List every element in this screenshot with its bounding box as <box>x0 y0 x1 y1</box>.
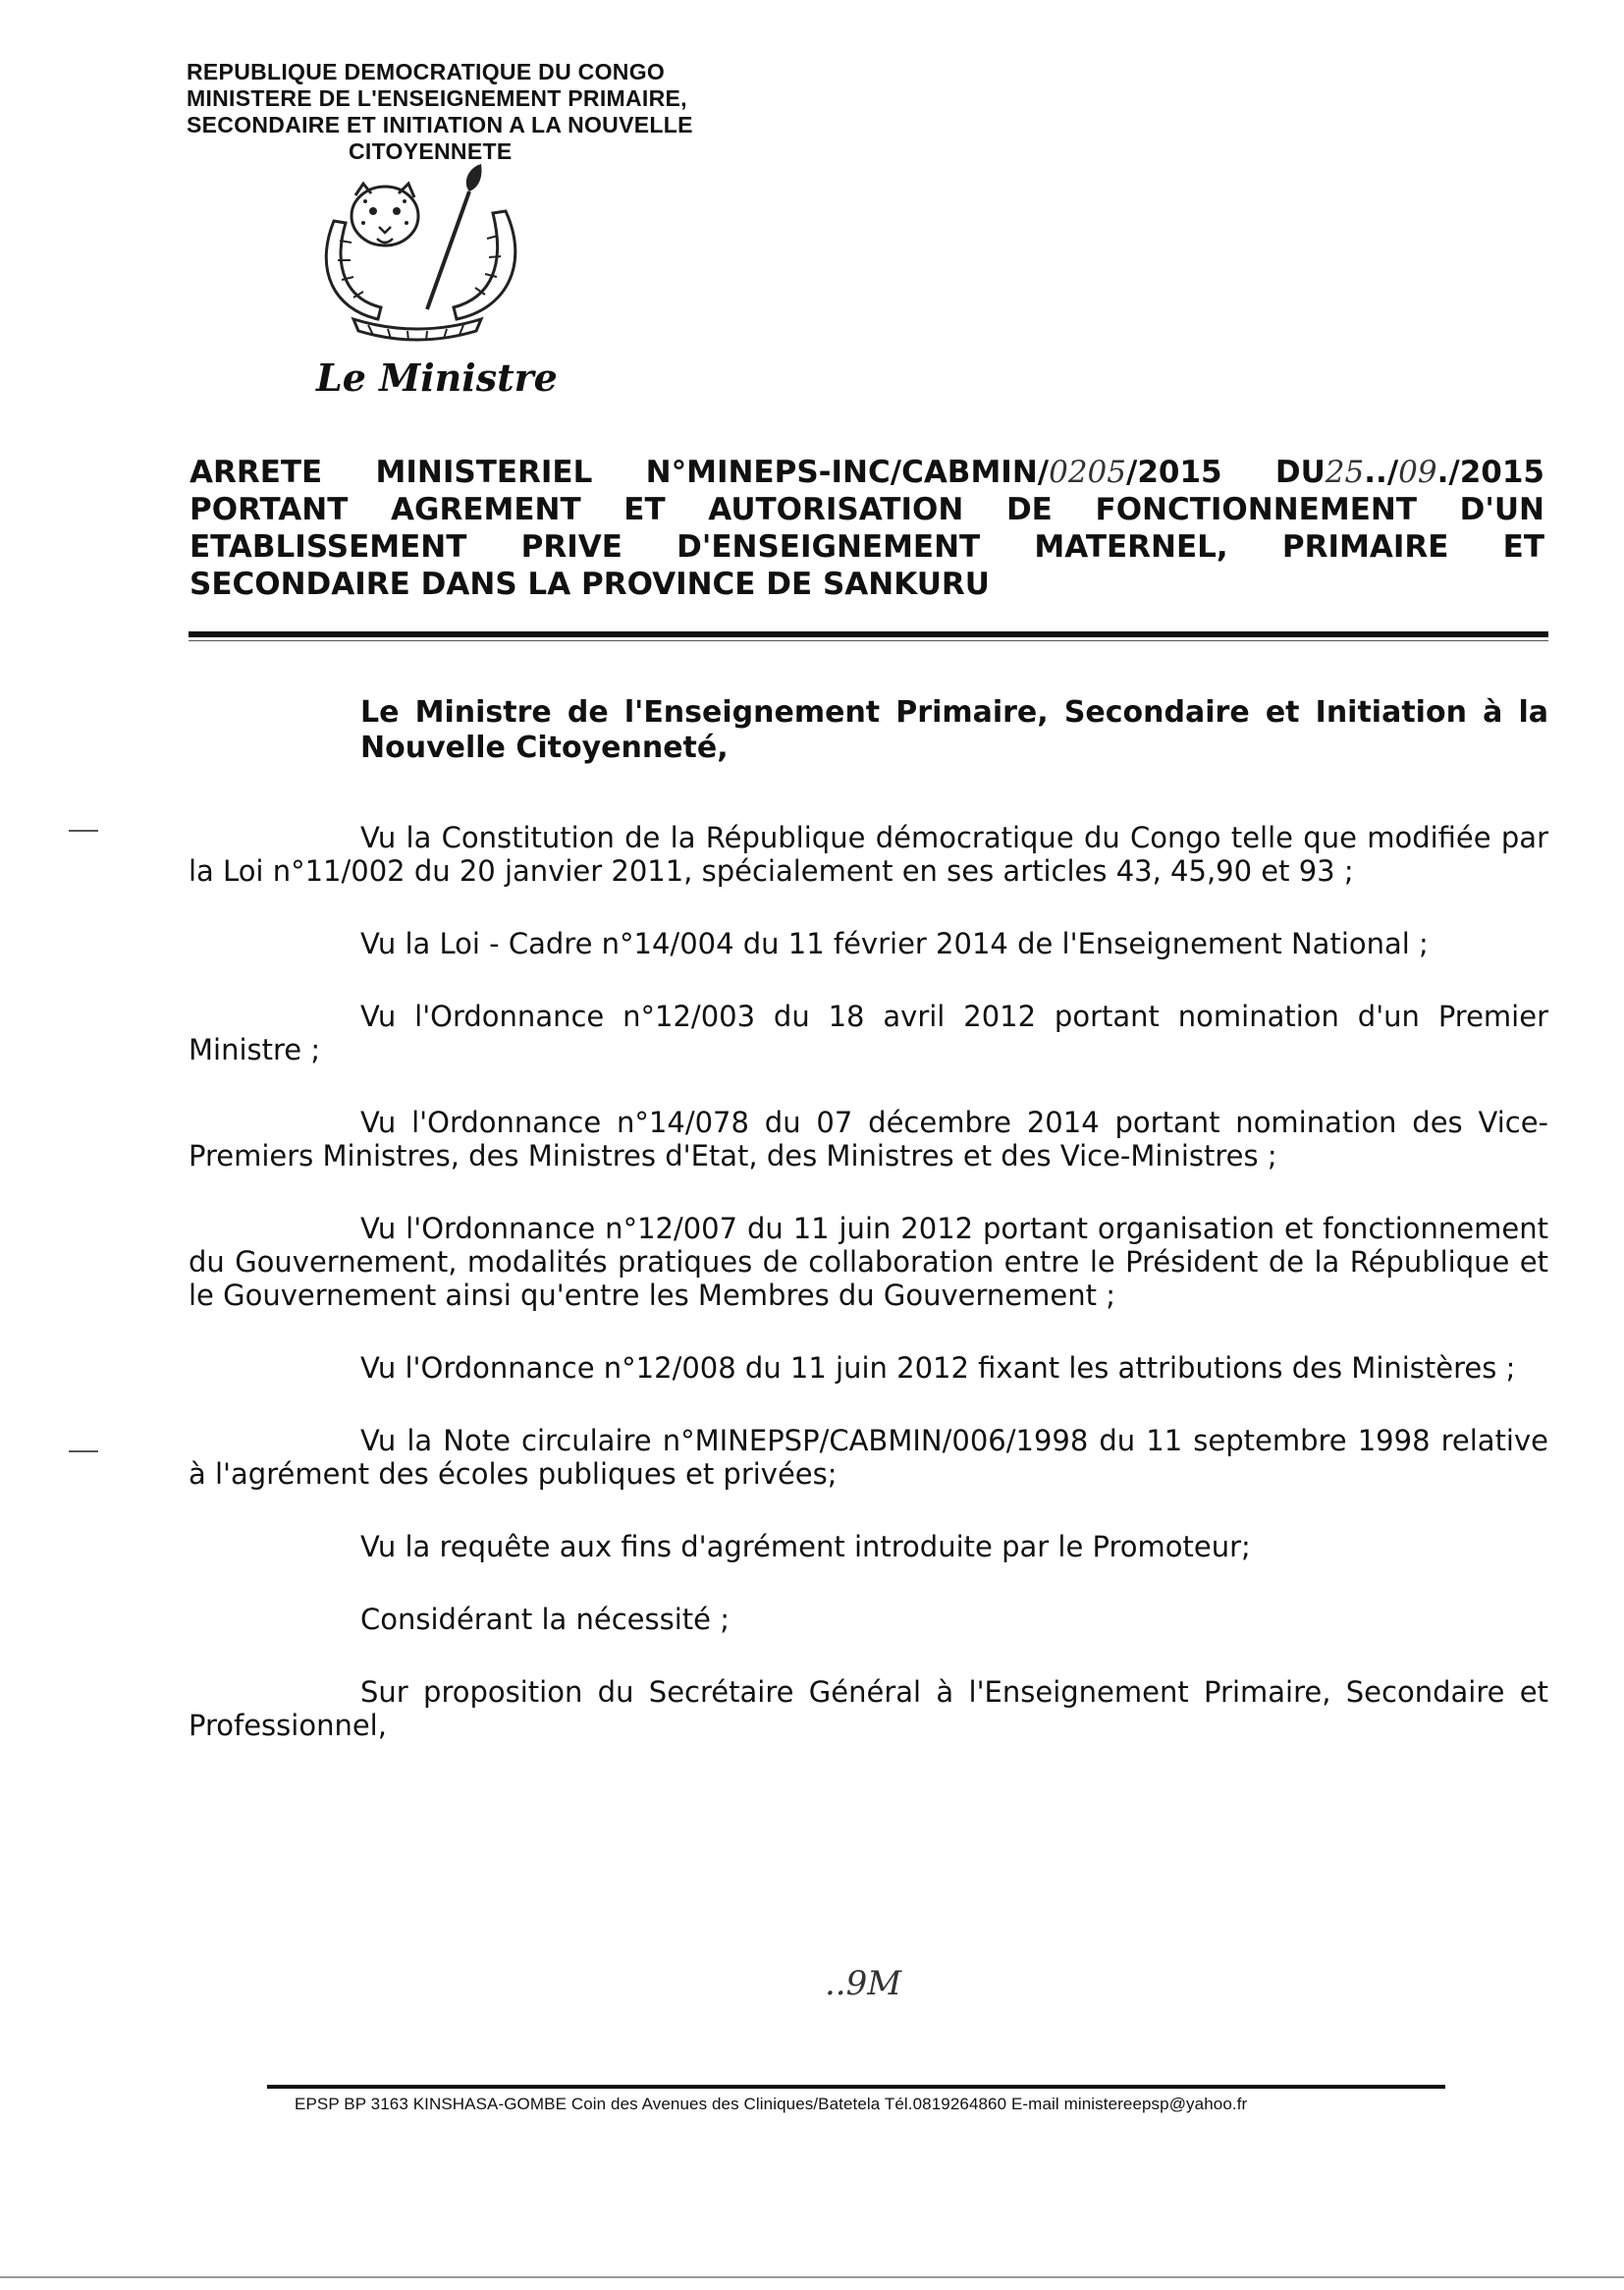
footer-address: EPSP BP 3163 KINSHASA-GOMBE Coin des Avenues des Cliniques/Batetela Tél.0819264860 E-mail ministereepsp@yahoo.fr <box>295 2095 1248 2113</box>
title-word: / <box>1386 455 1399 490</box>
decree-title-row <box>189 454 1544 491</box>
handwritten-paraph: ..9M <box>825 1964 902 2003</box>
decree-number <box>646 454 1222 491</box>
decree-title <box>189 454 1544 603</box>
title-word: DU <box>1274 455 1326 490</box>
title-word: MINISTERIEL <box>375 455 593 490</box>
title-word: D'UN <box>1459 492 1544 527</box>
title-word: PORTANT <box>189 492 349 527</box>
considerant-paragraph: Vu l'Ordonnance n°12/007 du 11 juin 2012 portant organisation et fonctionnement du Gouvernement, modalités pratiques de collaboration entre le Président de la République et le Gouvernement ainsi qu'entre les Membres du Gouvernement ; <box>189 1212 1548 1312</box>
title-word: MATERNEL, <box>1034 529 1228 565</box>
decree-title-row: SECONDAIRE DANS LA PROVINCE DE SANKURU <box>189 567 990 602</box>
considerant-paragraph: Considérant la nécessité ; <box>360 1603 730 1636</box>
handwritten-number: 0205 <box>1049 455 1126 490</box>
title-divider <box>189 631 1548 637</box>
decree-date <box>1275 454 1544 491</box>
letterhead <box>187 59 736 165</box>
title-word: /2015 <box>1126 455 1222 490</box>
decree-title-row <box>189 491 1544 528</box>
title-word: DE <box>1005 492 1053 527</box>
letterhead-line: MINISTERE DE L'ENSEIGNEMENT PRIMAIRE, <box>187 85 687 111</box>
title-word: ARRETE <box>189 455 323 490</box>
title-word: AGREMENT <box>391 492 581 527</box>
minister-title: Le Ministre <box>316 355 558 400</box>
title-word: ET <box>1502 529 1544 565</box>
title-word: FONCTIONNEMENT <box>1095 492 1417 527</box>
handwritten-day: 25 <box>1325 455 1365 490</box>
title-word: .. <box>1364 455 1387 490</box>
title-word: ET <box>623 492 666 527</box>
coat-of-arms-emblem-icon <box>295 162 540 349</box>
considerant-paragraph: Vu la Note circulaire n°MINEPSP/CABMIN/006/1998 du 11 septembre 1998 relative à l'agrément des écoles publiques et privées; <box>189 1424 1548 1491</box>
title-word: ./2015 <box>1436 455 1544 490</box>
title-word: ETABLISSEMENT <box>189 529 467 565</box>
considerant-paragraph: Vu l'Ordonnance n°12/003 du 18 avril 2012 portant nomination d'un Premier Ministre ; <box>189 1000 1548 1066</box>
letterhead-line: SECONDAIRE ET INITIATION A LA NOUVELLE <box>187 112 693 137</box>
considerant-paragraph: Vu la Constitution de la République démocratique du Congo telle que modifiée par la Loi n°11/002 du 20 janvier 2011, spécialement en ses articles 43, 45,90 et 93 ; <box>189 821 1548 888</box>
considerant-paragraph: Vu l'Ordonnance n°14/078 du 07 décembre 2014 portant nomination des Vice-Premiers Ministres, des Ministres d'Etat, des Ministres et des Vice-Ministres ; <box>189 1106 1548 1172</box>
title-word: N°MINEPS-INC/CABMIN/ <box>645 455 1050 490</box>
decree-body <box>189 695 1548 1781</box>
letterhead-line: CITOYENNETE <box>349 138 513 164</box>
decree-title-row <box>189 528 1544 566</box>
title-word: PRIVE <box>520 529 623 565</box>
title-word: D'ENSEIGNEMENT <box>677 529 981 565</box>
minister-intro: Le Ministre de l'Enseignement Primaire, Secondaire et Initiation à la Nouvelle Citoyenneté, <box>360 695 1548 765</box>
scan-edge-line <box>0 2276 1624 2278</box>
footer-divider <box>267 2085 1445 2089</box>
letterhead-line: REPUBLIQUE DEMOCRATIQUE DU CONGO <box>187 59 666 84</box>
scan-mark <box>69 830 98 832</box>
considerant-paragraph: Vu la requête aux fins d'agrément introduite par le Promoteur; <box>360 1530 1251 1563</box>
title-word: AUTORISATION <box>708 492 964 527</box>
handwritten-month: 09 <box>1398 455 1437 490</box>
considerant-paragraph: Vu la Loi - Cadre n°14/004 du 11 février 2014 de l'Enseignement National ; <box>360 927 1429 960</box>
scan-mark <box>69 1450 98 1452</box>
considerant-paragraph: Sur proposition du Secrétaire Général à l'Enseignement Primaire, Secondaire et Professionnel, <box>189 1675 1548 1742</box>
title-word: PRIMAIRE <box>1281 529 1449 565</box>
considerant-paragraph: Vu l'Ordonnance n°12/008 du 11 juin 2012 fixant les attributions des Ministères ; <box>360 1351 1516 1385</box>
title-divider-thin <box>189 640 1548 641</box>
